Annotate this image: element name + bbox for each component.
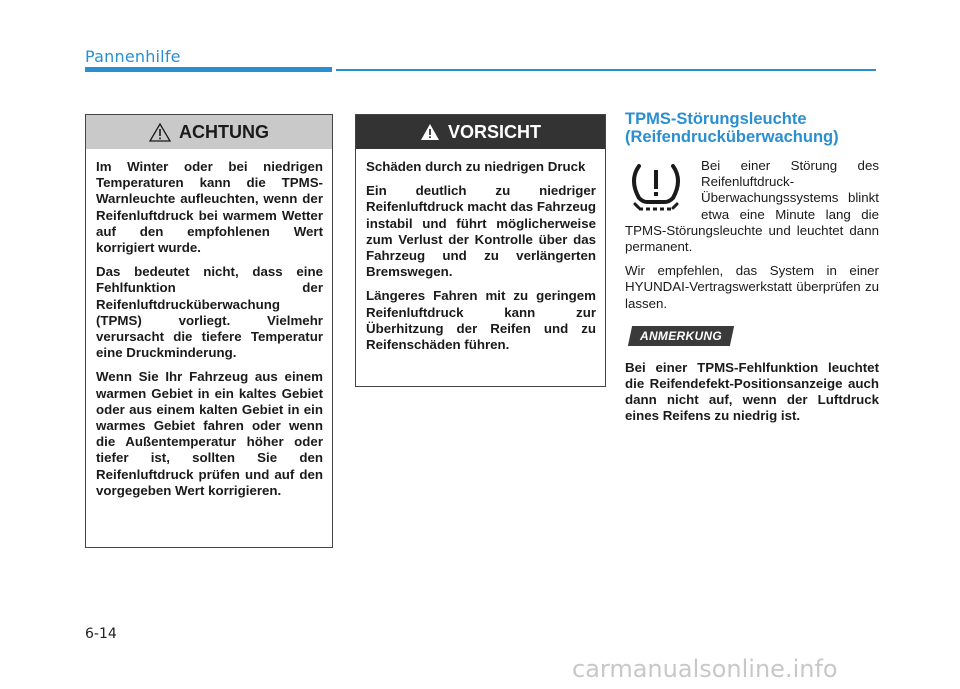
achtung-title: ACHTUNG (179, 121, 269, 142)
achtung-body (86, 149, 332, 517)
tpms-title: TPMS-Störungsleuchte (Reifendrucküberwachung) (625, 110, 839, 146)
vorsicht-paragraph: Längeres Fahren mit zu geringem Reifenluftdruck kann zur Überhitzung der Reifen und zu Reifenschäden führen. (366, 288, 596, 353)
section-title: Pannenhilfe (85, 47, 181, 66)
achtung-paragraph: Im Winter oder bei niedrigen Temperaturen kann die TPMS-Warnleuchte aufleuchten, wenn der Reifenluftdruck bei warmem Wetter auf den empfohlenen Wert korrigiert wurde. (96, 159, 323, 256)
note-text: Bei einer TPMS-Fehlfunktion leuchtet die Reifendefekt-Positionsanzeige auch dann nicht auf, wenn der Luftdruck eines Reifens zu niedrig ist. (625, 359, 879, 424)
vorsicht-body (356, 149, 605, 371)
achtung-header (86, 115, 332, 149)
vorsicht-paragraph: Ein deutlich zu niedriger Reifenluftdruck macht das Fahrzeug instabil und führt möglicherweise zum Verlust der Kontrolle über das Fahrzeug und zu verlängerten Bremswegen. (366, 183, 596, 280)
header-rule-thick (85, 67, 332, 72)
tpms-text-1: Bei einer Störung des Reifenluftdruck-Überwachungssystems blinkt etwa eine Minute lang die TPMS-Störungsleuchte und leuchtet dann permanent. (625, 158, 879, 255)
tpms-text-2: Wir empfehlen, das System in einer HYUNDAI-Vertragswerkstatt überprüfen zu lassen. (625, 263, 879, 311)
tpms-warning-icon (625, 160, 687, 214)
achtung-paragraph: Wenn Sie Ihr Fahrzeug aus einem warmen Gebiet in ein kaltes Gebiet oder aus einem kalten Gebiet in ein warmes Gebiet fahren oder wenn die Außentemperatur höher oder tiefer ist, sollten Sie den Reifenluftdruck prüfen und auf den vorgegeben Wert korrigieren. (96, 369, 323, 498)
tpms-block (625, 158, 879, 255)
header-rule-thin (336, 69, 876, 71)
page-number: 6-14 (85, 626, 117, 642)
caution-triangle-icon (149, 123, 171, 142)
achtung-box (85, 114, 333, 548)
note-label: ANMERKUNG (640, 328, 723, 343)
achtung-paragraph: Das bedeutet nicht, dass eine Fehlfunktion der Reifenluftdrucküberwachung (TPMS) vorliegt. Vielmehr verursacht die tiefere Temperatur eine Druckminderung. (96, 264, 323, 361)
note-badge (628, 326, 734, 346)
vorsicht-title: VORSICHT (447, 121, 541, 142)
tpms-section (625, 110, 879, 425)
vorsicht-box (355, 114, 606, 387)
warning-triangle-icon (420, 123, 440, 141)
vorsicht-heading: Schäden durch zu niedrigen Druck (366, 159, 586, 174)
watermark: carmanualsonline.info (572, 655, 838, 683)
vorsicht-header (356, 115, 605, 149)
